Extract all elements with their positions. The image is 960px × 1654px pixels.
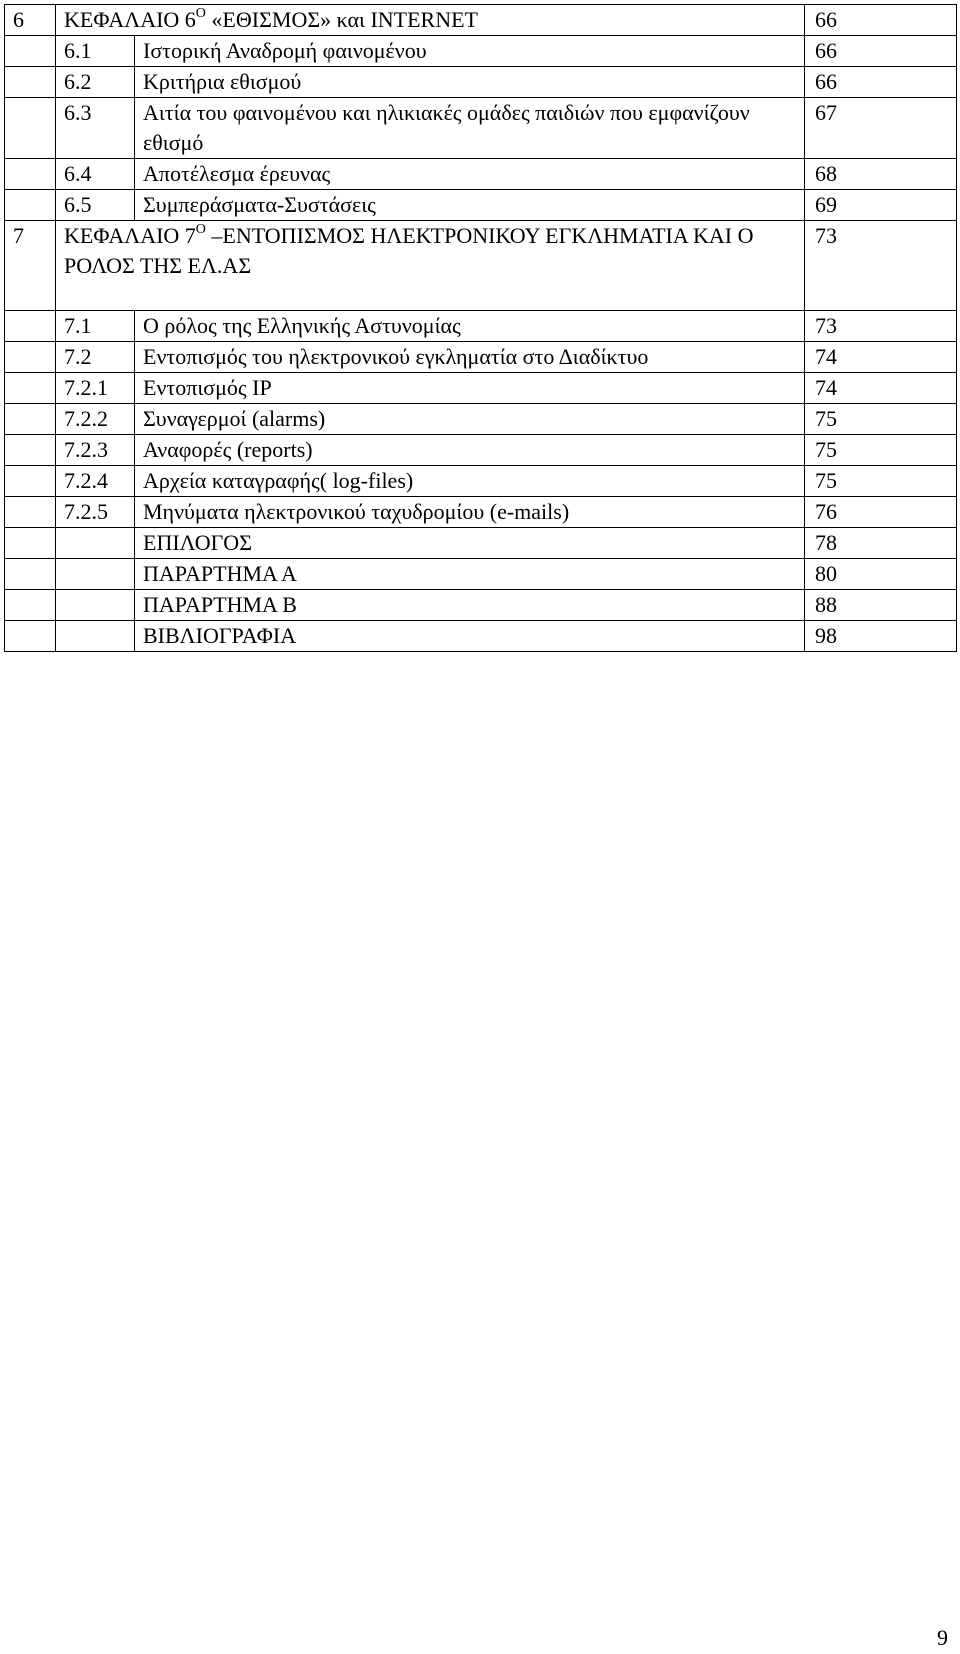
chapter-number: 7 bbox=[5, 221, 56, 311]
chapter-number bbox=[5, 98, 56, 159]
chapter-number bbox=[5, 590, 56, 621]
toc-row bbox=[5, 98, 957, 159]
section-title: Συναγερμοί (alarms) bbox=[135, 404, 805, 435]
page-number-cell: 76 bbox=[805, 497, 957, 528]
toc-row bbox=[5, 311, 957, 342]
section-number bbox=[56, 528, 135, 559]
chapter-number bbox=[5, 67, 56, 98]
section-title: ΠΑΡΑΡΤΗΜΑ Β bbox=[135, 590, 805, 621]
toc-row bbox=[5, 559, 957, 590]
page-number-cell: 69 bbox=[805, 190, 957, 221]
section-number: 7.2.1 bbox=[56, 373, 135, 404]
toc-row bbox=[5, 342, 957, 373]
section-title: Συμπεράσματα-Συστάσεις bbox=[135, 190, 805, 221]
page-number-cell: 74 bbox=[805, 342, 957, 373]
chapter-title: ΚΕΦΑΛΑΙΟ $7^O$ –ΕΝΤΟΠΙΣΜΟΣ ΗΛΕΚΤΡΟΝΙΚΟΥ ΕΓΚΛΗΜΑΤΙΑ ΚΑΙ Ο ΡΟΛΟΣ ΤΗΣ ΕΛ.ΑΣ bbox=[56, 221, 805, 311]
page-number-cell: 66 bbox=[805, 36, 957, 67]
page-number-cell: 68 bbox=[805, 159, 957, 190]
chapter-number bbox=[5, 435, 56, 466]
toc-row bbox=[5, 221, 957, 311]
chapter-number bbox=[5, 159, 56, 190]
chapter-title: ΚΕΦΑΛΑΙΟ $6^O$ «ΕΘΙΣΜΟΣ» και INTERNET bbox=[56, 5, 805, 36]
toc-row bbox=[5, 466, 957, 497]
page-number-cell: 74 bbox=[805, 373, 957, 404]
section-title: Αρχεία καταγραφής( log-files) bbox=[135, 466, 805, 497]
section-number: 6.2 bbox=[56, 67, 135, 98]
chapter-number bbox=[5, 497, 56, 528]
section-number: 7.2.2 bbox=[56, 404, 135, 435]
section-title: Αιτία του φαινομένου και ηλικιακές ομάδες παιδιών που εμφανίζουν εθισμό bbox=[135, 98, 805, 159]
section-number: 6.4 bbox=[56, 159, 135, 190]
section-number: 7.2.5 bbox=[56, 497, 135, 528]
toc-row bbox=[5, 67, 957, 98]
section-title: ΒΙΒΛΙΟΓΡΑΦΙΑ bbox=[135, 621, 805, 652]
section-number: 7.2.3 bbox=[56, 435, 135, 466]
page-number-cell: 66 bbox=[805, 67, 957, 98]
toc-row bbox=[5, 5, 957, 36]
page-number-cell: 73 bbox=[805, 221, 957, 311]
section-number bbox=[56, 621, 135, 652]
chapter-number bbox=[5, 36, 56, 67]
chapter-number bbox=[5, 528, 56, 559]
section-title: Αποτέλεσμα έρευνας bbox=[135, 159, 805, 190]
chapter-number bbox=[5, 559, 56, 590]
page-number-cell: 75 bbox=[805, 404, 957, 435]
section-number: 7.1 bbox=[56, 311, 135, 342]
section-number bbox=[56, 559, 135, 590]
chapter-number bbox=[5, 404, 56, 435]
toc-row bbox=[5, 435, 957, 466]
chapter-number bbox=[5, 373, 56, 404]
ordinal-superscript: Ο bbox=[195, 5, 206, 21]
page-footer-number: 9 bbox=[937, 1625, 948, 1650]
section-title: Αναφορές (reports) bbox=[135, 435, 805, 466]
section-title: Εντοπισμός IP bbox=[135, 373, 805, 404]
section-number: 6.3 bbox=[56, 98, 135, 159]
section-title: Κριτήρια εθισμού bbox=[135, 67, 805, 98]
page-number-cell: 98 bbox=[805, 621, 957, 652]
page-number-cell: 88 bbox=[805, 590, 957, 621]
page-number-cell: 75 bbox=[805, 466, 957, 497]
chapter-number bbox=[5, 466, 56, 497]
section-number: 7.2.4 bbox=[56, 466, 135, 497]
chapter-number bbox=[5, 621, 56, 652]
page-number-cell: 80 bbox=[805, 559, 957, 590]
toc-row bbox=[5, 528, 957, 559]
section-title: ΠΑΡΑΡΤΗΜΑ Α bbox=[135, 559, 805, 590]
section-number: 6.5 bbox=[56, 190, 135, 221]
toc-row bbox=[5, 36, 957, 67]
toc-row bbox=[5, 404, 957, 435]
section-title: Ιστορική Αναδρομή φαινομένου bbox=[135, 36, 805, 67]
toc-row bbox=[5, 190, 957, 221]
chapter-number bbox=[5, 311, 56, 342]
toc-row bbox=[5, 497, 957, 528]
table-of-contents bbox=[4, 4, 957, 652]
chapter-number bbox=[5, 342, 56, 373]
page-number-cell: 73 bbox=[805, 311, 957, 342]
section-number: 6.1 bbox=[56, 36, 135, 67]
ordinal-superscript: Ο bbox=[195, 221, 206, 237]
page-number-cell: 67 bbox=[805, 98, 957, 159]
toc-row bbox=[5, 590, 957, 621]
section-number: 7.2 bbox=[56, 342, 135, 373]
section-title: Εντοπισμός του ηλεκτρονικού εγκληματία στο Διαδίκτυο bbox=[135, 342, 805, 373]
toc-row bbox=[5, 373, 957, 404]
page-number-cell: 66 bbox=[805, 5, 957, 36]
section-title: Ο ρόλος της Ελληνικής Αστυνομίας bbox=[135, 311, 805, 342]
toc-row bbox=[5, 621, 957, 652]
page-number-cell: 78 bbox=[805, 528, 957, 559]
section-number bbox=[56, 590, 135, 621]
chapter-number: 6 bbox=[5, 5, 56, 36]
section-title: ΕΠΙΛΟΓΟΣ bbox=[135, 528, 805, 559]
page-number-cell: 75 bbox=[805, 435, 957, 466]
chapter-number bbox=[5, 190, 56, 221]
toc-row bbox=[5, 159, 957, 190]
section-title: Μηνύματα ηλεκτρονικού ταχυδρομίου (e-mails) bbox=[135, 497, 805, 528]
